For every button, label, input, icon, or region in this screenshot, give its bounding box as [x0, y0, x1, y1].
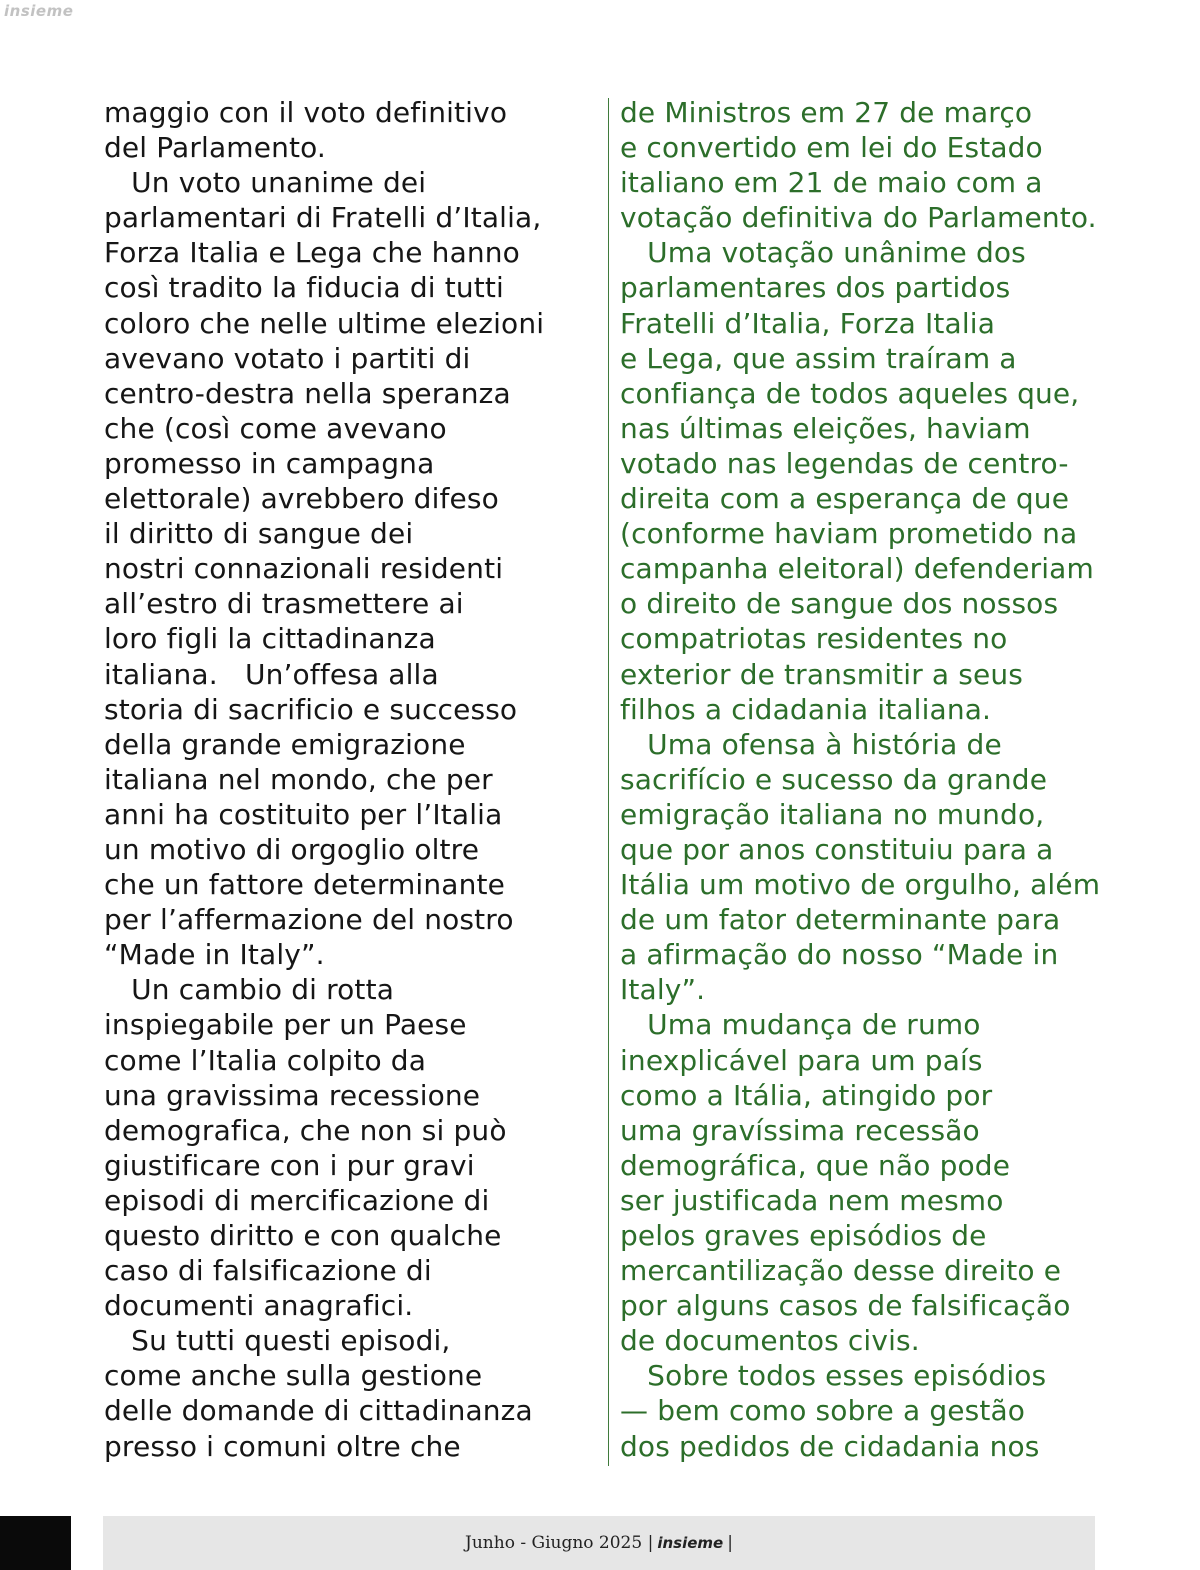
text-line: por alguns casos de falsificação [620, 1289, 1071, 1323]
text-line: nostri connazionali residenti [104, 552, 504, 586]
text-line: storia di sacrificio e successo [104, 692, 518, 726]
footer-separator: | [727, 1533, 733, 1553]
text-line: all’estro di trasmettere ai [104, 587, 464, 621]
text-line: “Made in Italy”. [104, 938, 325, 972]
text-line: a afirmação do nosso “Made in [620, 938, 1059, 972]
text-line: Uma mudança de rumo [620, 1008, 981, 1042]
text-line: loro figli la cittadinanza [104, 622, 436, 656]
text-line: episodi di mercificazione di [104, 1183, 490, 1217]
text-line: del Parlamento. [104, 131, 326, 165]
text-line: emigração italiana no mundo, [620, 797, 1045, 831]
text-line: italiana nel mondo, che per [104, 762, 493, 796]
text-line: e convertido em lei do Estado [620, 131, 1043, 165]
footer-issue: Junho - Giugno 2025 | [465, 1533, 654, 1553]
text-line: nas últimas eleições, haviam [620, 411, 1031, 445]
text-line: mercantilização desse direito e [620, 1254, 1062, 1288]
text-line: exterior de transmitir a seus [620, 657, 1024, 691]
text-line: caso di falsificazione di [104, 1254, 432, 1288]
page-number-block [0, 1516, 71, 1570]
text-line: centro-destra nella speranza [104, 376, 511, 410]
text-line: che (così come avevano [104, 411, 447, 445]
text-line: anni ha costituito per l’Italia [104, 797, 503, 831]
text-line: confiança de todos aqueles que, [620, 376, 1080, 410]
text-line: filhos a cidadania italiana. [620, 692, 992, 726]
text-line: presso i comuni oltre che [104, 1429, 461, 1463]
text-line: Uma votação unânime dos [620, 236, 1026, 270]
text-line: inspiegabile per un Paese [104, 1008, 467, 1042]
text-line: ser justificada nem mesmo [620, 1183, 1004, 1217]
text-line: giustificare con i pur gravi [104, 1148, 475, 1182]
text-line: così tradito la fiducia di tutti [104, 271, 504, 305]
text-line: demografica, che non si può [104, 1113, 507, 1147]
text-line: italiana. Un’offesa alla [104, 657, 439, 691]
text-line: Italy”. [620, 973, 706, 1007]
text-line: de documentos civis. [620, 1324, 920, 1358]
text-line: — bem como sobre a gestão [620, 1394, 1026, 1428]
text-line: un motivo di orgoglio oltre [104, 832, 480, 866]
text-line: Su tutti questi episodi, [104, 1324, 451, 1358]
text-line: italiano em 21 de maio com a [620, 166, 1043, 200]
text-line: come anche sulla gestione [104, 1359, 483, 1393]
text-line: pelos graves episódios de [620, 1219, 987, 1252]
text-line: avevano votato i partiti di [104, 341, 471, 375]
text-line: compatriotas residentes no [620, 622, 1008, 656]
text-line: o direito de sangue dos nossos [620, 587, 1059, 621]
text-line: come l’Italia colpito da [104, 1043, 427, 1077]
header-logo: insieme [4, 2, 74, 20]
text-line: Forza Italia e Lega che hanno [104, 236, 520, 270]
text-line: de Ministros em 27 de março [620, 96, 1033, 129]
text-line: parlamentari di Fratelli d’Italia, [104, 201, 542, 235]
text-line: maggio con il voto definitivo [104, 96, 508, 129]
text-line: (conforme haviam prometido na [620, 517, 1078, 551]
text-line: demográfica, que não pode [620, 1148, 1011, 1182]
text-line: dos pedidos de cidadania nos [620, 1429, 1040, 1463]
text-line: direita com a esperança de que [620, 482, 1070, 516]
text-line: Fratelli d’Italia, Forza Italia [620, 306, 996, 340]
text-line: votação definitiva do Parlamento. [620, 201, 1097, 235]
text-line: votado nas legendas de centro- [620, 446, 1069, 480]
text-line: una gravissima recessione [104, 1078, 481, 1112]
text-line: de um fator determinante para [620, 903, 1061, 937]
text-line: che un fattore determinante [104, 868, 505, 902]
text-line: per l’affermazione del nostro [104, 903, 514, 937]
text-line: parlamentares dos partidos [620, 271, 1011, 305]
text-line: delle domande di cittadinanza [104, 1394, 533, 1428]
text-line: Un cambio di rotta [104, 973, 394, 1007]
text-line: Itália um motivo de orgulho, além [620, 868, 1101, 902]
text-line: elettorale) avrebbero difeso [104, 482, 499, 516]
text-line: que por anos constituiu para a [620, 832, 1054, 866]
text-line: e Lega, que assim traíram a [620, 341, 1017, 375]
text-line: documenti anagrafici. [104, 1289, 414, 1323]
text-line: Uma ofensa à história de [620, 727, 1002, 761]
italian-column [104, 95, 594, 1464]
text-line: promesso in campagna [104, 446, 435, 480]
text-line: inexplicável para um país [620, 1043, 983, 1077]
footer-logo: insieme [657, 1534, 724, 1552]
column-divider [608, 98, 609, 1466]
text-line: Un voto unanime dei [104, 166, 427, 200]
text-line: coloro che nelle ultime elezioni [104, 306, 545, 340]
text-line: sacrifício e sucesso da grande [620, 762, 1048, 796]
text-line: Sobre todos esses episódios [620, 1359, 1047, 1393]
text-line: campanha eleitoral) defenderiam [620, 552, 1094, 586]
text-line: della grande emigrazione [104, 727, 466, 761]
text-line: como a Itália, atingido por [620, 1078, 993, 1112]
footer [103, 1516, 1095, 1570]
text-line: il diritto di sangue dei [104, 517, 414, 551]
text-line: questo diritto e con qualche [104, 1219, 502, 1252]
text-line: uma gravíssima recessão [620, 1113, 980, 1147]
portuguese-column [620, 95, 1100, 1464]
